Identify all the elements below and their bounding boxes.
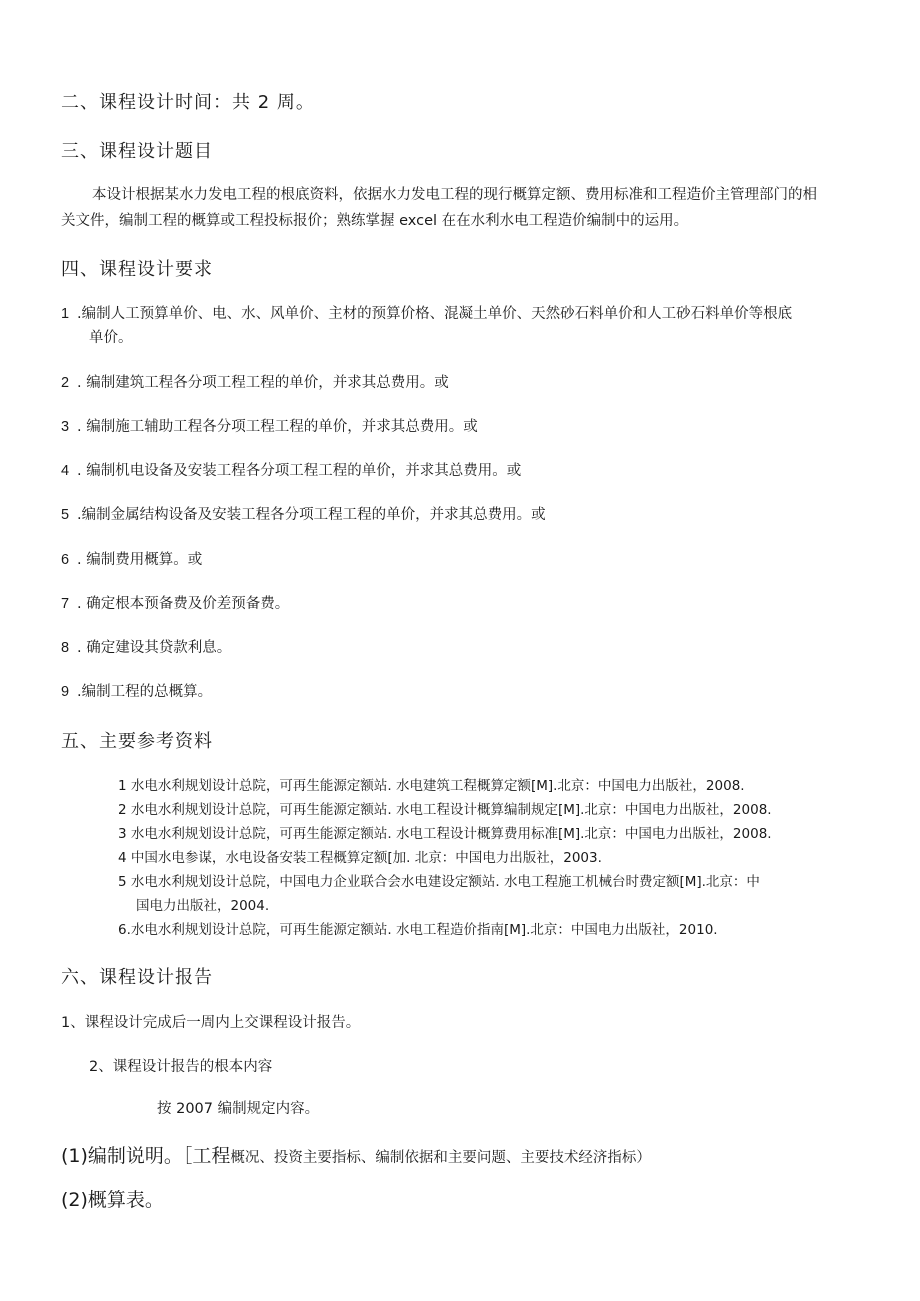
reference-item: 6.水电水利规划设计总院，可再生能源定额站. 水电工程造价指南[M].北京：中国电力出版社，2010. xyxy=(118,922,718,938)
requirement-number: 9 xyxy=(61,684,70,700)
requirement-item xyxy=(61,302,792,323)
requirement-number: 1 xyxy=(61,306,70,322)
report-subitem-1 xyxy=(61,1141,651,1168)
requirement-number: 3 xyxy=(61,419,70,435)
requirement-number: 6 xyxy=(61,552,70,568)
reference-item: 4 中国水电参谋，水电设备安装工程概算定额[加. 北京：中国电力出版社，2003. xyxy=(118,850,602,866)
section-3-paragraph-line-1: 本设计根据某水力发电工程的根底资料，依据水力发电工程的现行概算定额、费用标准和工程造价主管理部门的相 xyxy=(92,187,817,203)
requirement-number: 4 xyxy=(61,463,70,479)
requirement-text: . 编制建筑工程各分项工程工程的单价，并求其总费用。或 xyxy=(77,375,449,391)
requirement-text: .编制金属结构设备及安装工程各分项工程工程的单价，并求其总费用。或 xyxy=(77,507,546,523)
requirement-number: 8 xyxy=(61,640,70,656)
requirement-text: . 编制费用概算。或 xyxy=(77,552,203,568)
section-6-heading: 六、课程设计报告 xyxy=(61,967,213,988)
section-4-heading: 四、课程设计要求 xyxy=(61,259,213,280)
reference-item-continuation: 国电力出版社，2004. xyxy=(136,898,270,914)
requirement-text: . 编制机电设备及安装工程各分项工程工程的单价，并求其总费用。或 xyxy=(77,463,522,479)
reference-item: 5 水电水利规划设计总院，中国电力企业联合会水电建设定额站. 水电工程施工机械台时费定额[M].北京：中 xyxy=(118,874,760,890)
requirement-number: 5 xyxy=(61,507,70,523)
requirement-item xyxy=(61,371,449,392)
requirement-text: . 编制施工辅助工程各分项工程工程的单价，并求其总费用。或 xyxy=(77,419,478,435)
reference-item: 3 水电水利规划设计总院，可再生能源定额站. 水电工程设计概算费用标准[M].北京：中国电力出版社，2008. xyxy=(118,826,772,842)
requirement-item xyxy=(61,592,289,613)
section-3-paragraph-line-2: 关文件，编制工程的概算或工程投标报价；熟练掌握 excel 在在水利水电工程造价编制中的运用。 xyxy=(61,213,689,229)
section-5-heading: 五、主要参考资料 xyxy=(61,731,213,752)
report-subitem-1-prefix: (1)编制说明。［工程 xyxy=(61,1145,231,1167)
requirement-text: . 确定建设其贷款利息。 xyxy=(77,640,232,656)
report-item-1: 1、课程设计完成后一周内上交课程设计报告。 xyxy=(61,1015,361,1031)
requirement-number: 7 xyxy=(61,596,70,612)
requirement-number: 2 xyxy=(61,375,70,391)
report-item-2: 2、课程设计报告的根本内容 xyxy=(89,1059,273,1075)
requirement-text: .编制人工预算单价、电、水、风单价、主材的预算价格、混凝土单价、天然砂石料单价和人工砂石料单价等根底 xyxy=(77,306,793,322)
requirement-item xyxy=(61,459,521,480)
reference-item: 2 水电水利规划设计总院，可再生能源定额站. 水电工程设计概算编制规定[M].北京：中国电力出版社，2008. xyxy=(118,802,772,818)
requirement-item xyxy=(61,548,202,569)
report-subitem-2: (2)概算表。 xyxy=(61,1189,164,1211)
requirement-text: . 确定根本预备费及价差预备费。 xyxy=(77,596,290,612)
requirement-item xyxy=(61,503,546,524)
requirement-text: .编制工程的总概算。 xyxy=(77,684,213,700)
requirement-item xyxy=(61,415,478,436)
section-2-heading: 二、课程设计时间：共 2 周。 xyxy=(61,92,315,113)
report-subitem-1-details: 概况、投资主要指标、编制依据和主要问题、主要技术经济指标） xyxy=(230,1150,651,1166)
reference-item: 1 水电水利规划设计总院，可再生能源定额站. 水电建筑工程概算定额[M].北京：中国电力出版社，2008. xyxy=(118,778,745,794)
requirement-item-continuation: 单价。 xyxy=(89,330,133,346)
report-item-2-content: 按 2007 编制规定内容。 xyxy=(157,1101,320,1117)
section-3-heading: 三、课程设计题目 xyxy=(61,141,213,162)
requirement-item xyxy=(61,680,212,701)
requirement-item xyxy=(61,636,231,657)
